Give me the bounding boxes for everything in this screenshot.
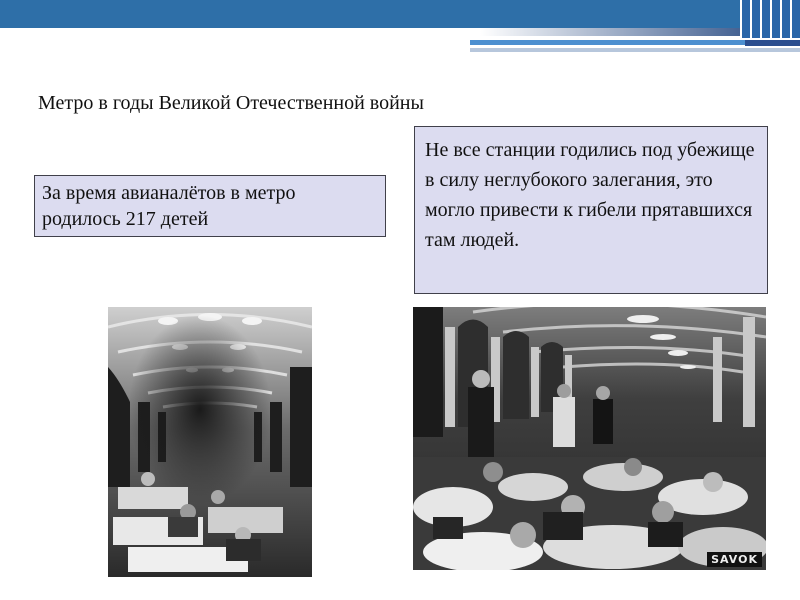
fact-box-births-text: За время авианалётов в метро родилось 217 детей [42,182,296,230]
slide-title: Метро в годы Великой Отечественной войны [38,92,424,114]
fact-box-stations-text: Не все станции годились под убежище в силу неглубокого залегания, это могло привести к гибели прятавшихся там людей. [425,139,755,251]
watermark-logo: SAVOK [707,552,762,567]
fact-box-births [34,175,386,237]
header-accent-line-light [470,48,800,52]
metro-shelter-photo-right-image [413,307,766,570]
header-stripes [740,0,800,38]
fact-box-stations [414,126,768,294]
metro-shelter-photo-left-image [108,307,312,577]
metro-shelter-photo-left [108,307,312,577]
header-band [0,0,800,28]
metro-shelter-photo-right [413,307,766,570]
header-accent-tick [745,40,800,46]
